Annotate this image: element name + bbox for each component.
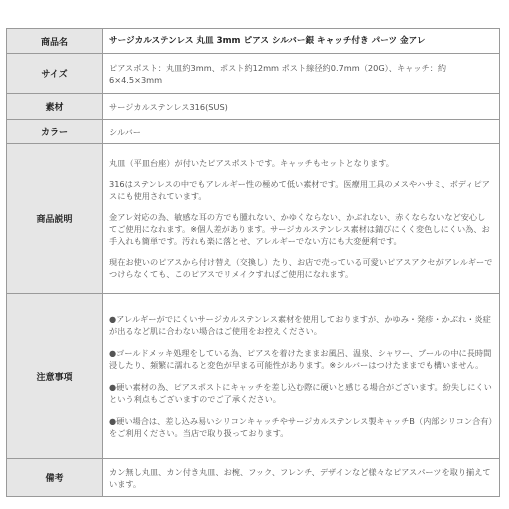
- product-spec-table: [6, 28, 500, 497]
- label-material: 素材: [7, 94, 103, 120]
- description-paragraph: 316はステンレスの中でもアレルギー性の極めて低い素材です。医療用工具のメスやハサミ、ボディピアスにも使用されています。: [109, 179, 490, 201]
- notes-paragraph: ●アレルギーがでにくいサージカルステンレス素材を使用しておりますが、かゆみ・発疹・かぶれ・炎症が出るなど肌に合わない場合はご使用をお控えください。: [109, 314, 491, 336]
- table-row-remarks: [7, 459, 500, 497]
- description-paragraph: 金アレ対応の為、敏感な耳の方でも腫れない、かゆくならない、かぶれない、赤くならないなど安心してご使用になれます。※個人差があります。サージカルステンレス素材は錆びにくく変色しにくい為、お手入れも簡単です。汚れも楽に落とせ、アレルギーでない方にも大変便利です。: [109, 212, 490, 246]
- value-material: サージカルステンレス316(SUS): [103, 94, 500, 120]
- label-description: 商品説明: [7, 144, 103, 294]
- value-description: [103, 144, 500, 294]
- description-paragraph: 現在お使いのピアスから付け替え（交換し）たり、お店で売っている可愛いピアスアクセがアレルギーでつけらなくても、このピアスでリメイクすればご使用になれます。: [109, 257, 493, 279]
- notes-paragraph: ●硬い素材の為、ピアスポストにキャッチを差し込む際に硬いと感じる場合がございます。紛失しにくいという利点もございますのでご了承ください。: [109, 382, 492, 404]
- table-row-product-name: [7, 29, 500, 54]
- value-remarks: カン無し丸皿、カン付き丸皿、お椀、フック、フレンチ、デザインなど様々なピアスパーツを取り揃えています。: [103, 459, 500, 497]
- table-row-size: [7, 54, 500, 94]
- description-paragraph: 丸皿（平皿台座）が付いたピアスポストです。キャッチもセットとなります。: [109, 158, 394, 168]
- table-row-description: [7, 144, 500, 294]
- notes-paragraph: ●ゴールドメッキ処理をしている為、ピアスを着けたままお風呂、温泉、シャワー、プールの中に長時間浸したり、頻繁に濡れると変色が早まる可能性があります。※シルバーはつけたままでも構いません。: [109, 348, 492, 370]
- value-size: ピアスポスト：丸皿約3mm、ポスト約12mm ポスト線径約0.7mm（20G）、キャッチ：約6×4.5×3mm: [103, 54, 500, 94]
- label-size: サイズ: [7, 54, 103, 94]
- table-row-color: [7, 120, 500, 144]
- label-notes: 注意事項: [7, 294, 103, 459]
- label-remarks: 備考: [7, 459, 103, 497]
- notes-paragraph: ●硬い場合は、差し込み易いシリコンキャッチやサージカルステンレス製キャッチB（内部シリコン合有）をご利用ください。当店で取り扱っております。: [109, 416, 493, 438]
- value-color: シルバー: [103, 120, 500, 144]
- value-product-name: サージカルステンレス 丸皿 3mm ピアス シルバー銀 キャッチ付き パーツ 金アレ: [103, 29, 500, 54]
- table-row-notes: [7, 294, 500, 459]
- value-notes: [103, 294, 500, 459]
- label-product-name: 商品名: [7, 29, 103, 54]
- spec-table-container: [6, 28, 500, 497]
- label-color: カラー: [7, 120, 103, 144]
- table-row-material: [7, 94, 500, 120]
